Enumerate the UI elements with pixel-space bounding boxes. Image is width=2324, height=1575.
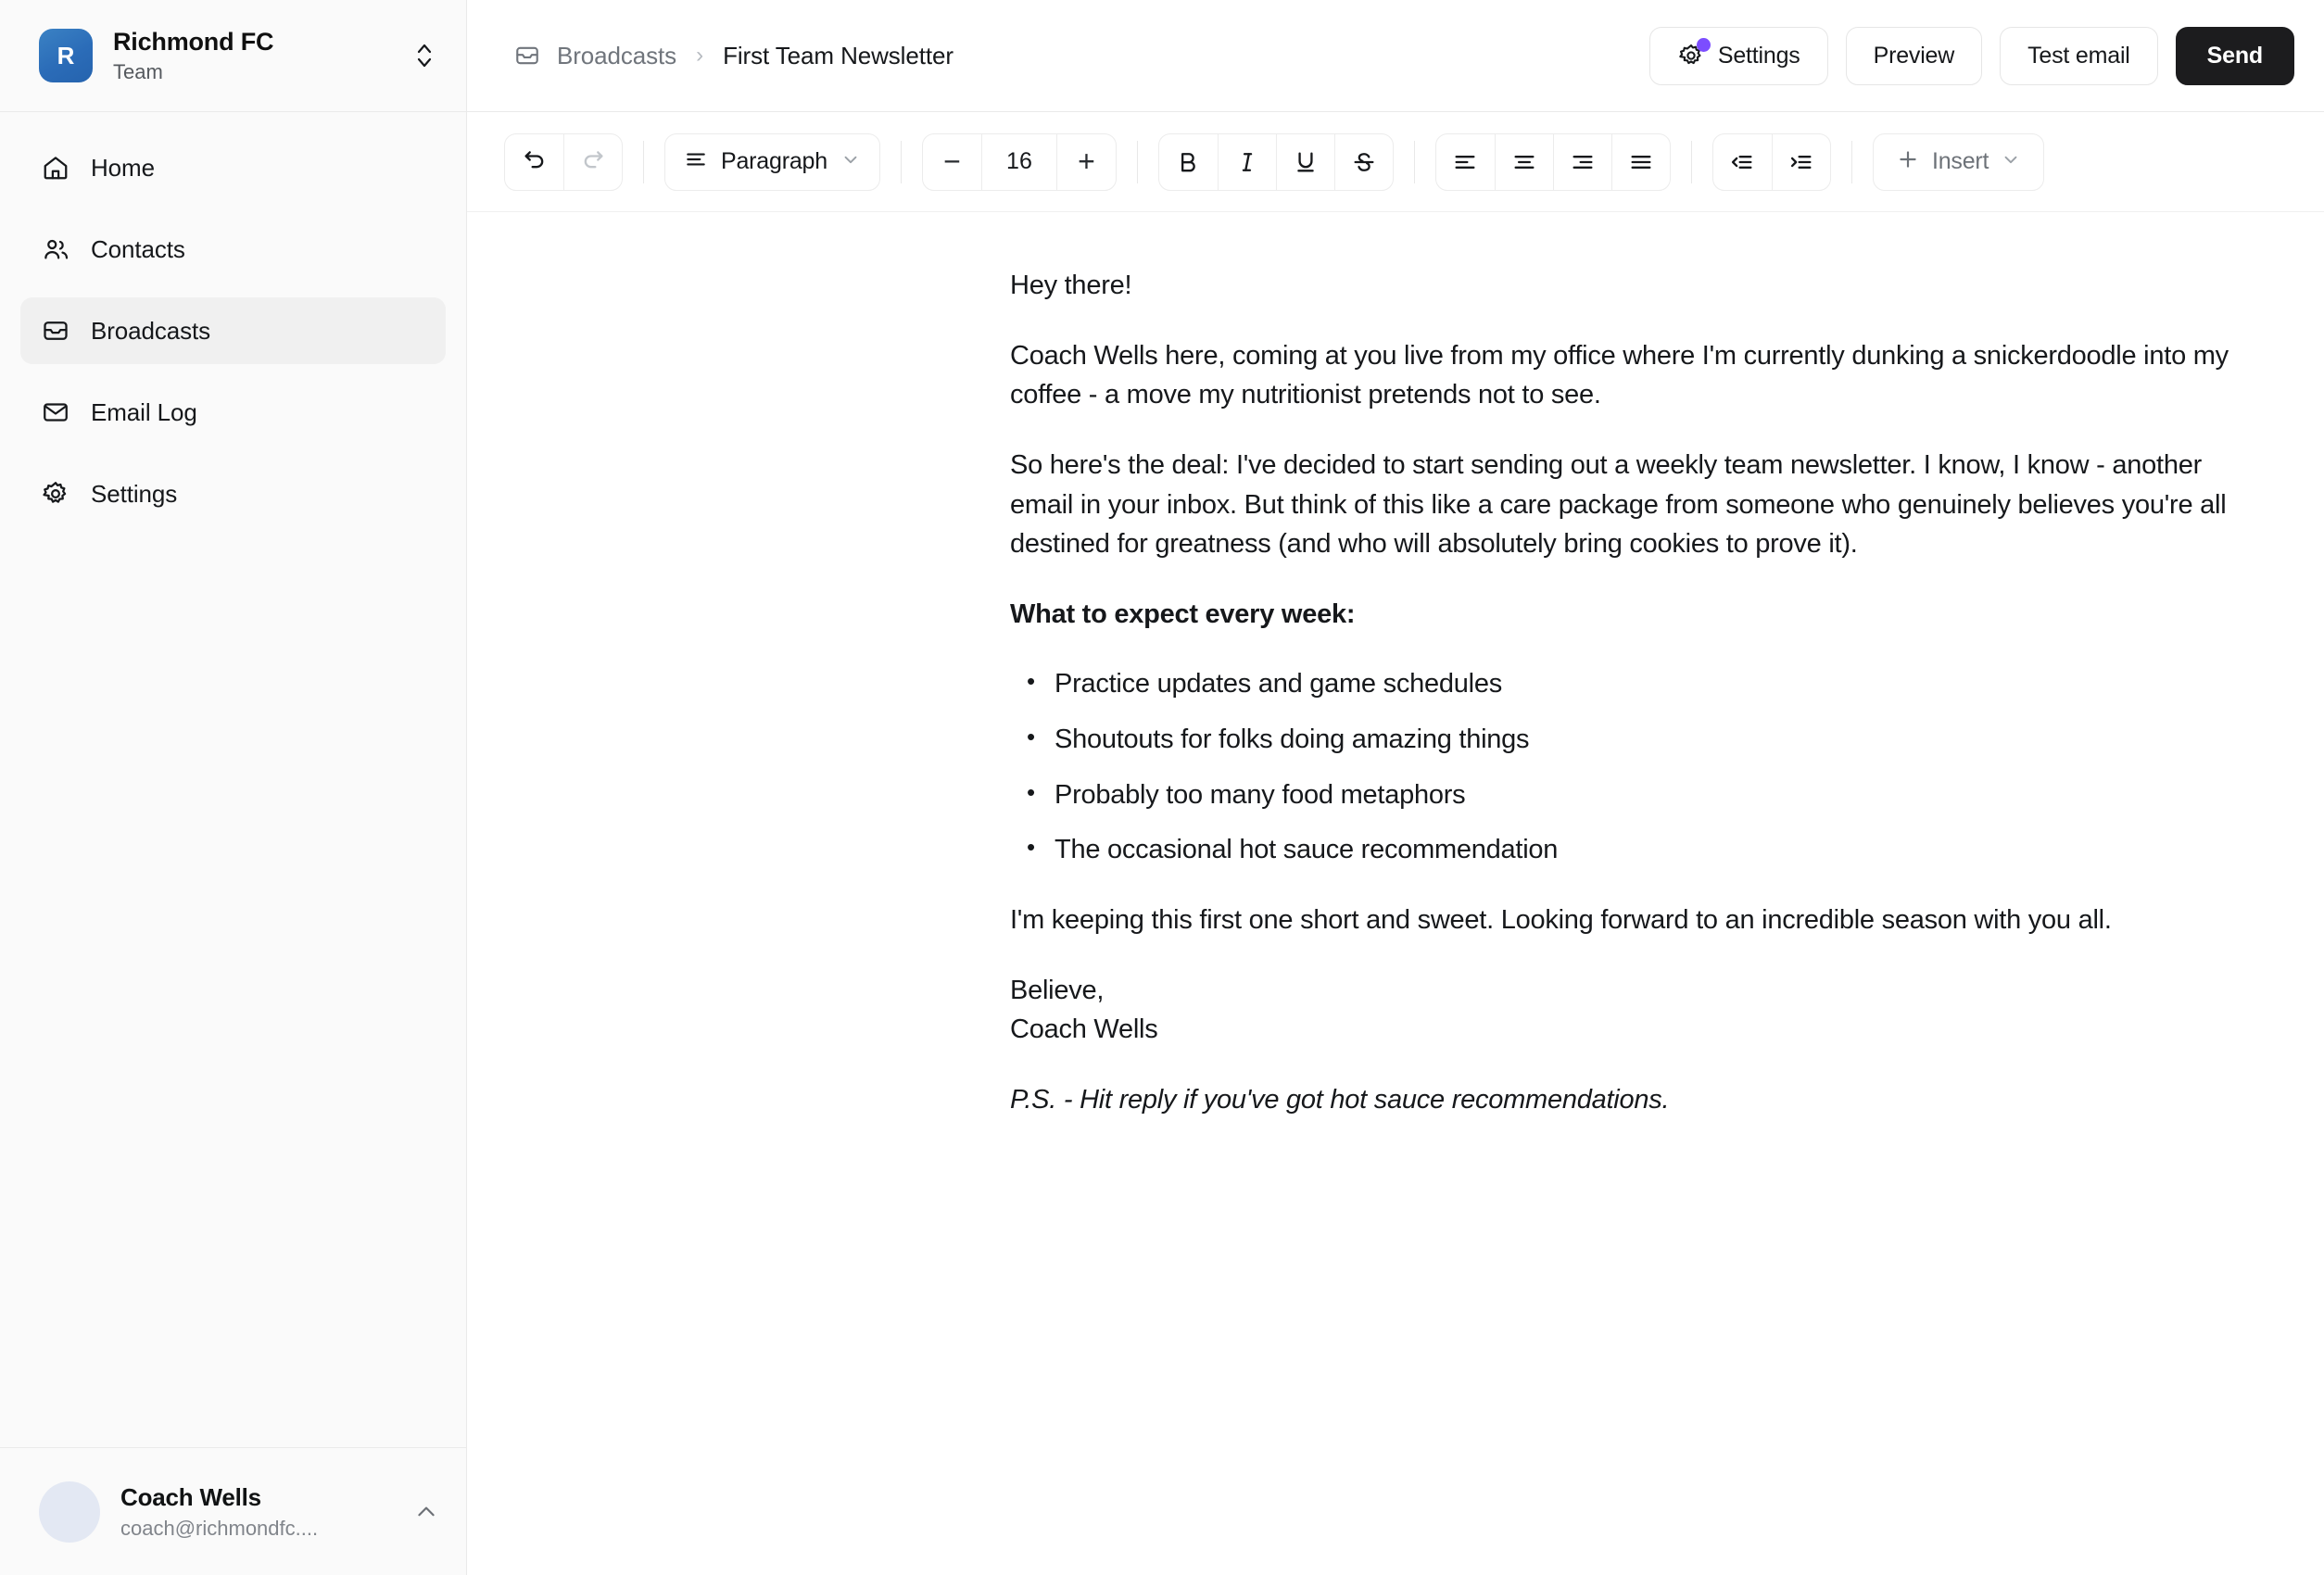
workspace-text <box>113 27 390 85</box>
user-text <box>120 1482 390 1542</box>
redo-icon <box>580 146 606 177</box>
italic-button[interactable] <box>1218 134 1276 190</box>
workspace-avatar: R <box>39 29 93 82</box>
font-size-stepper <box>922 133 1117 191</box>
preview-button-label: Preview <box>1873 42 1955 69</box>
sidebar-item-email-log[interactable] <box>20 379 446 446</box>
breadcrumb-separator: › <box>696 43 704 68</box>
toolbar-divider <box>1691 141 1692 183</box>
paragraph-lines-icon <box>684 147 708 176</box>
sidebar-item-label: Contacts <box>91 234 185 263</box>
test-email-button[interactable] <box>2000 27 2158 85</box>
outdent-button[interactable] <box>1713 134 1772 190</box>
font-size-decrease-button[interactable]: − <box>943 145 961 178</box>
workspace-switcher[interactable] <box>0 0 466 112</box>
chevron-down-icon <box>840 149 861 174</box>
settings-button-label: Settings <box>1717 42 1800 69</box>
alignment-group <box>1435 133 1671 191</box>
email-paragraph[interactable]: So here's the deal: I've decided to start sending out a weekly team newsletter. I know, I know - another email in your inbox. But think of this like a care package from someone who genuinely believes you're all destined for greatness (and who will absolutely bring cookies to prove it). <box>1010 449 2227 560</box>
toolbar-divider <box>1137 141 1138 183</box>
workspace-subtitle: Team <box>113 59 163 83</box>
top-bar <box>467 0 2324 112</box>
email-postscript[interactable]: P.S. - Hit reply if you've got hot sauce recommendations. <box>1010 1084 1670 1115</box>
status-badge <box>1697 38 1711 52</box>
align-right-button[interactable] <box>1553 134 1611 190</box>
sidebar-item-settings[interactable] <box>20 460 446 527</box>
main-area <box>467 0 2324 1575</box>
breadcrumb <box>513 42 1631 70</box>
sidebar-item-label: Email Log <box>91 397 197 426</box>
text-format-group <box>1158 133 1394 191</box>
history-group <box>504 133 623 191</box>
sidebar <box>0 0 467 1575</box>
avatar <box>39 1481 100 1543</box>
inbox-icon <box>41 316 70 346</box>
list-item[interactable]: • The occasional hot sauce recommendation <box>1055 830 2268 870</box>
send-button-label: Send <box>2206 42 2263 69</box>
preview-button[interactable] <box>1846 27 1983 85</box>
font-size-increase-button[interactable]: + <box>1078 145 1095 178</box>
envelope-icon <box>41 397 70 427</box>
align-justify-button[interactable] <box>1611 134 1670 190</box>
email-document[interactable] <box>1010 266 2268 1119</box>
editor-toolbar <box>467 112 2324 212</box>
list-item[interactable]: • Practice updates and game schedules <box>1055 664 2268 704</box>
redo-button[interactable] <box>563 134 622 190</box>
font-size-value[interactable]: 16 <box>981 134 1057 190</box>
sidebar-nav <box>0 112 466 1447</box>
bold-button[interactable] <box>1159 134 1218 190</box>
align-left-button[interactable] <box>1436 134 1495 190</box>
signoff-line-1: Believe, <box>1010 975 1105 1005</box>
email-paragraph[interactable]: Coach Wells here, coming at you live from my office where I'm currently dunking a snickerdoodle into my coffee - a move my nutritionist pretends not to see. <box>1010 340 2229 410</box>
email-bullet-list[interactable] <box>1010 664 2268 870</box>
signoff-line-2: Coach Wells <box>1010 1014 1158 1045</box>
insert-label: Insert <box>1931 148 1989 174</box>
email-signoff[interactable] <box>1010 971 2268 1050</box>
user-name: Coach Wells <box>120 1482 261 1511</box>
email-paragraph[interactable]: I'm keeping this first one short and sweet. Looking forward to an incredible season with you all. <box>1010 904 2112 935</box>
sidebar-item-home[interactable] <box>20 134 446 201</box>
email-heading[interactable]: What to expect every week: <box>1010 598 1356 629</box>
email-body-editor[interactable] <box>467 212 2324 1575</box>
insert-dropdown[interactable] <box>1873 133 2044 191</box>
align-center-button[interactable] <box>1495 134 1553 190</box>
undo-icon <box>522 146 548 177</box>
block-type-label: Paragraph <box>721 148 827 174</box>
list-item[interactable]: • Shoutouts for folks doing amazing things <box>1055 720 2268 760</box>
gear-icon <box>41 479 70 509</box>
settings-button[interactable] <box>1649 27 1828 85</box>
sidebar-item-broadcasts[interactable] <box>20 297 446 364</box>
toolbar-divider <box>1851 141 1852 183</box>
send-button[interactable] <box>2176 27 2294 85</box>
header-actions <box>1649 27 2294 85</box>
inbox-icon <box>513 42 541 69</box>
chevron-up-down-icon <box>410 37 438 74</box>
breadcrumb-parent-link[interactable]: Broadcasts <box>557 41 677 69</box>
chevron-down-icon <box>2001 149 2021 174</box>
block-type-dropdown[interactable] <box>664 133 880 191</box>
indent-group <box>1712 133 1831 191</box>
indent-button[interactable] <box>1772 134 1830 190</box>
gear-icon <box>1677 42 1705 69</box>
user-profile-menu[interactable] <box>0 1447 466 1575</box>
breadcrumb-current: First Team Newsletter <box>723 41 954 69</box>
sidebar-item-label: Home <box>91 153 155 182</box>
workspace-name: Richmond FC <box>113 27 274 56</box>
toolbar-divider <box>1414 141 1415 183</box>
plus-icon <box>1896 147 1920 176</box>
sidebar-item-contacts[interactable] <box>20 216 446 283</box>
sidebar-item-label: Settings <box>91 479 178 508</box>
underline-button[interactable] <box>1276 134 1334 190</box>
user-email: coach@richmondfc.... <box>120 1517 319 1540</box>
users-icon <box>41 234 70 264</box>
sidebar-item-label: Broadcasts <box>91 316 211 345</box>
home-icon <box>41 153 70 183</box>
toolbar-divider <box>901 141 902 183</box>
chevron-up-icon <box>410 1500 442 1524</box>
email-paragraph[interactable]: Hey there! <box>1010 271 1132 300</box>
strikethrough-button[interactable] <box>1334 134 1393 190</box>
undo-button[interactable] <box>505 134 563 190</box>
test-email-button-label: Test email <box>2027 42 2130 69</box>
toolbar-divider <box>643 141 644 183</box>
list-item[interactable]: • Probably too many food metaphors <box>1055 775 2268 815</box>
